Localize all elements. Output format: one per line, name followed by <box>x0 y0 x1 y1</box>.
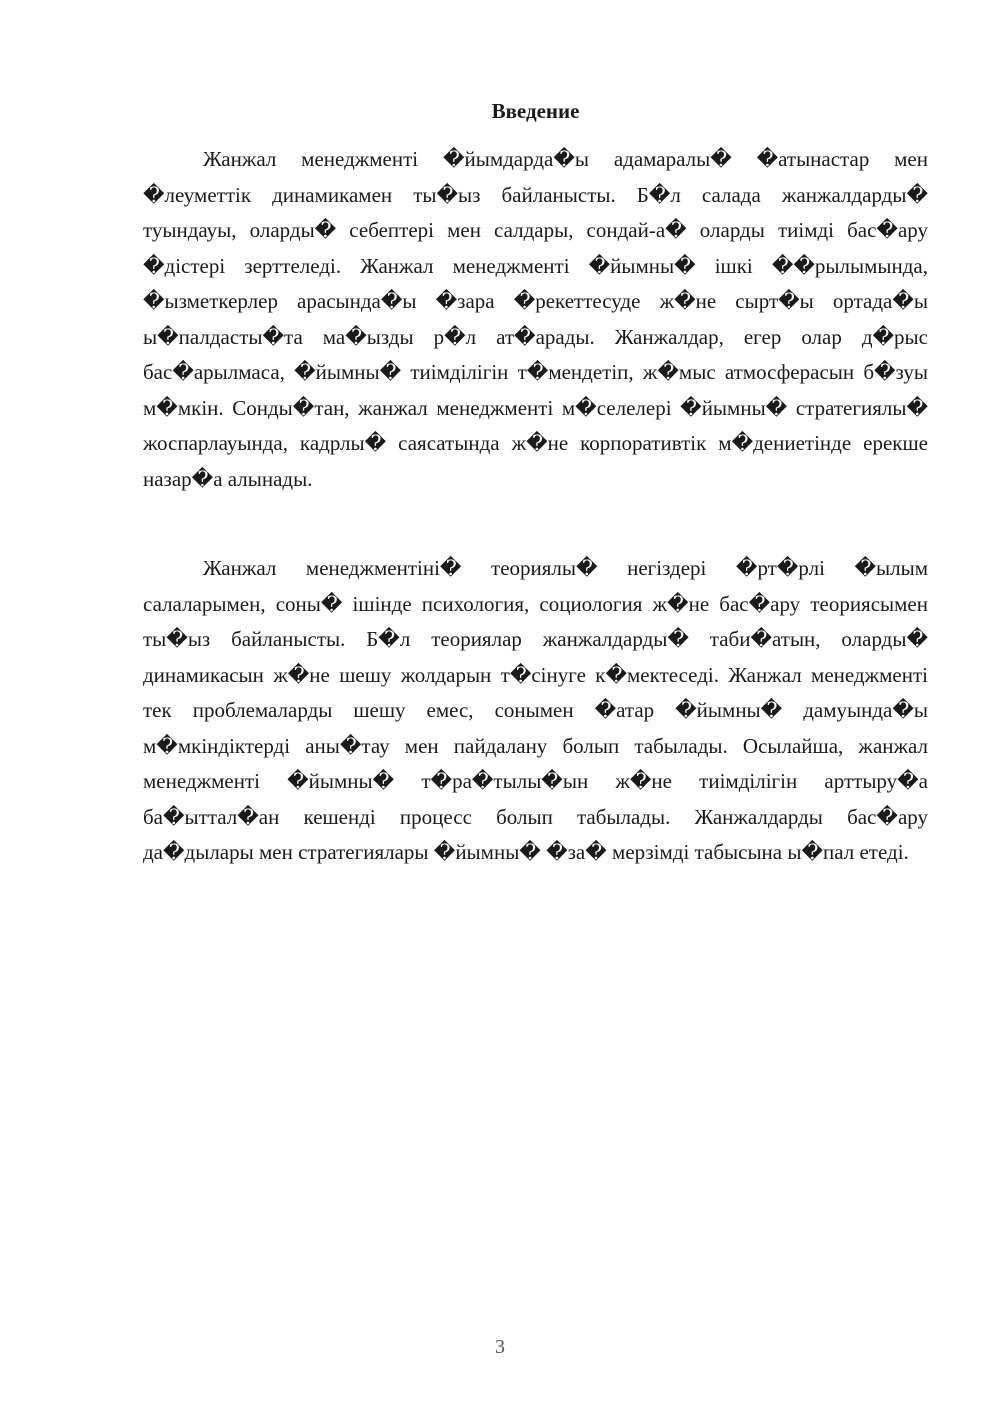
paragraph-2-container <box>143 551 928 871</box>
page-number: 3 <box>495 1336 505 1358</box>
paragraph-2: Жанжал менеджментіні� теориялы� негіздері �рт�рлі �ылым салаларымен, соны� ішінде психология, социология ж�не бас�ару теориясымен ты�ыз байланысты. Б�л теориялар жанжалдарды� таби�атын, оларды� динамикасын ж�не шешу жолдарын т�сінуге к�мектеседі. Жанжал менеджменті тек проблемаларды шешу емес, сонымен �атар �йымны� дамуында�ы м�мкіндіктерді аны�тау мен пайдалану болып табылады. Осылайша, жанжал менеджменті �йымны� т�ра�тылы�ын ж�не тиімділігін арттыру�а ба�ыттал�ан кешенді процесс болып табылады. Жанжалдарды бас�ару да�дылары мен стратегиялары �йымны� �за� мерзімді табысына ы�пал етеді. <box>143 556 928 864</box>
page-title: Введение <box>491 99 580 123</box>
paragraph-1-container <box>143 142 928 497</box>
paragraph-1: Жанжал менеджменті �йымдарда�ы адамаралы� �атынастар мен �леуметтік динамикамен ты�ыз байланысты. Б�л салада жанжалдарды� туындауы, оларды� себептері мен салдары, сондай-а� оларды тиімді бас�ару �дістері зерттеледі. Жанжал менеджменті �йымны� ішкі ��рылымында, �ызметкерлер арасында�ы �зара �рекеттесуде ж�не сырт�ы ортада�ы ы�палдасты�та ма�ызды р�л ат�арады. Жанжалдар, егер олар д�рыс бас�арылмаса, �йымны� тиімділігін т�мендетіп, ж�мыс атмосферасын б�зуы м�мкін. Сонды�тан, жанжал менеджменті м�селелері �йымны� стратегиялы� жоспарлауында, кадрлы� саясатында ж�не корпоративтік м�дениетінде ерекше назар�а алынады. <box>143 147 928 491</box>
